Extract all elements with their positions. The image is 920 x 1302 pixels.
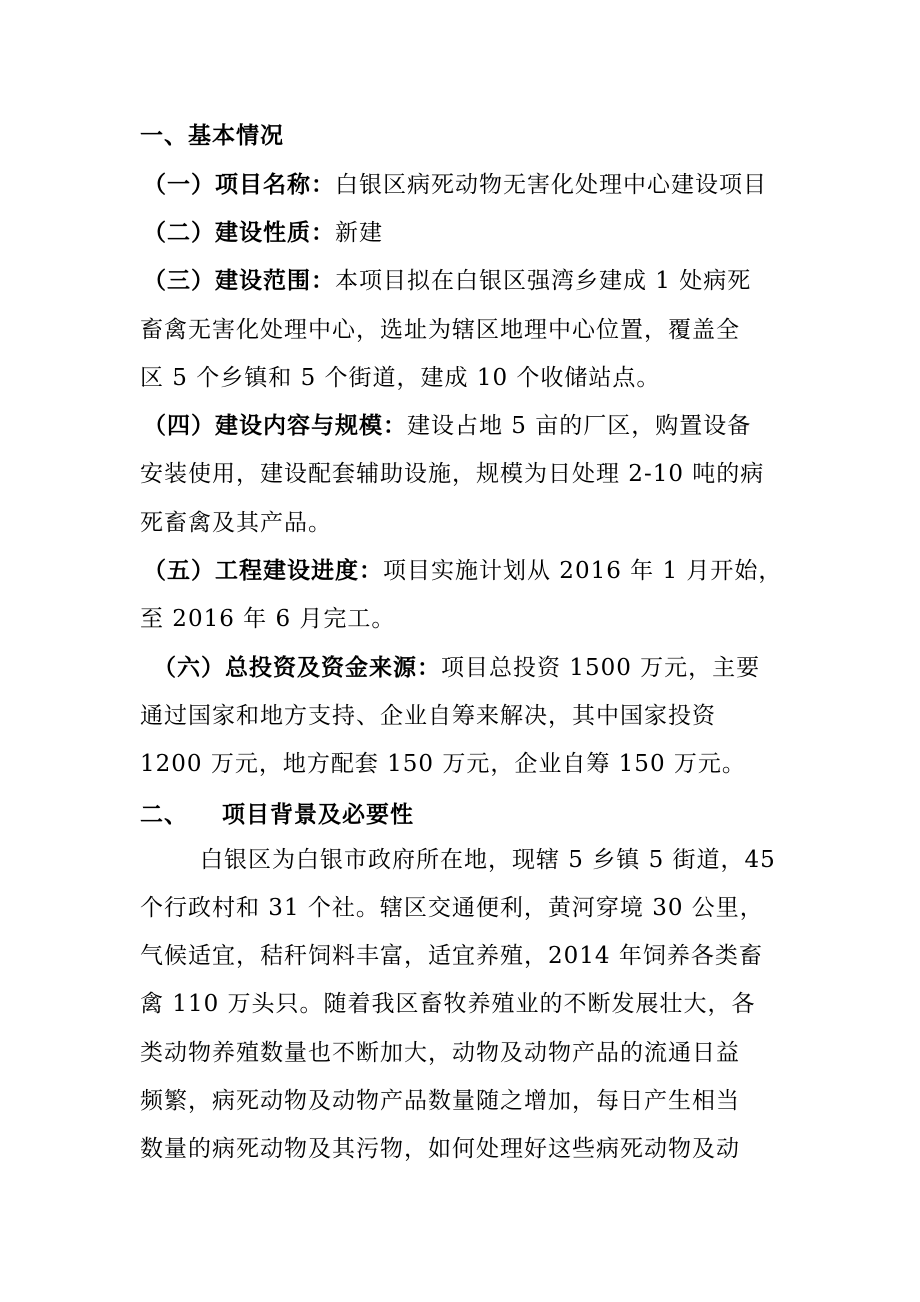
section-number: 二、 [140, 802, 188, 828]
paragraph-line: 频繁，病死动物及动物产品数量随之增加，每日产生相当 [140, 1088, 740, 1114]
item-investment [0, 653, 920, 683]
item-schedule [0, 556, 920, 586]
paragraph-line: 气候适宜，秸秆饲料丰富，适宜养殖，2014 年饲养各类畜 [140, 943, 763, 969]
section-heading-background [0, 800, 920, 830]
paragraph-line: 数量的病死动物及其污物，如何处理好这些病死动物及动 [140, 1136, 740, 1162]
text-line: 1200 万元，地方配套 150 万元，企业自筹 150 万元。 [140, 751, 746, 777]
item-text: 白银区病死动物无害化处理中心建设项目 [335, 172, 767, 198]
item-text: 新建 [335, 220, 383, 246]
item-text: 本项目拟在白银区强湾乡建成 1 处病死 [335, 268, 752, 294]
section-heading-basic-info: 一、基本情况 [140, 123, 284, 149]
paragraph-line: 禽 110 万头只。随着我区畜牧养殖业的不断发展壮大，各 [140, 991, 756, 1017]
item-label: （五）工程建设进度： [143, 558, 383, 584]
text-line: 安装使用，建设配套辅助设施，规模为日处理 2-10 吨的病 [140, 461, 765, 487]
paragraph-line: 个行政村和 31 个社。辖区交通便利，黄河穿境 30 公里， [140, 895, 764, 921]
paragraph-line: 类动物养殖数量也不断加大，动物及动物产品的流通日益 [140, 1040, 740, 1066]
item-content-scale [0, 411, 920, 441]
item-text: 项目总投资 1500 万元，主要 [441, 655, 761, 681]
item-text: 项目实施计划从 2016 年 1 月开始， [383, 558, 783, 584]
item-label: （二）建设性质： [143, 220, 335, 246]
paragraph-line: 白银区为白银市政府所在地，现辖 5 乡镇 5 街道，45 [200, 847, 776, 873]
item-construction-nature [0, 218, 920, 248]
text-line: 死畜禽及其产品。 [140, 510, 332, 536]
item-text: 建设占地 5 亩的厂区，购置设备 [407, 413, 752, 439]
item-label: （六）总投资及资金来源： [153, 655, 441, 681]
item-construction-scope [0, 266, 920, 296]
item-project-name [0, 170, 920, 200]
text-line: 区 5 个乡镇和 5 个街道，建成 10 个收储站点。 [140, 365, 661, 391]
text-line: 通过国家和地方支持、企业自筹来解决，其中国家投资 [140, 703, 716, 729]
text-line: 畜禽无害化处理中心，选址为辖区地理中心位置，覆盖全 [140, 317, 740, 343]
item-label: （四）建设内容与规模： [143, 413, 407, 439]
text-line: 至 2016 年 6 月完工。 [140, 606, 396, 632]
item-label: （三）建设范围： [143, 268, 335, 294]
section-title: 项目背景及必要性 [222, 802, 414, 828]
item-label: （一）项目名称： [143, 172, 335, 198]
